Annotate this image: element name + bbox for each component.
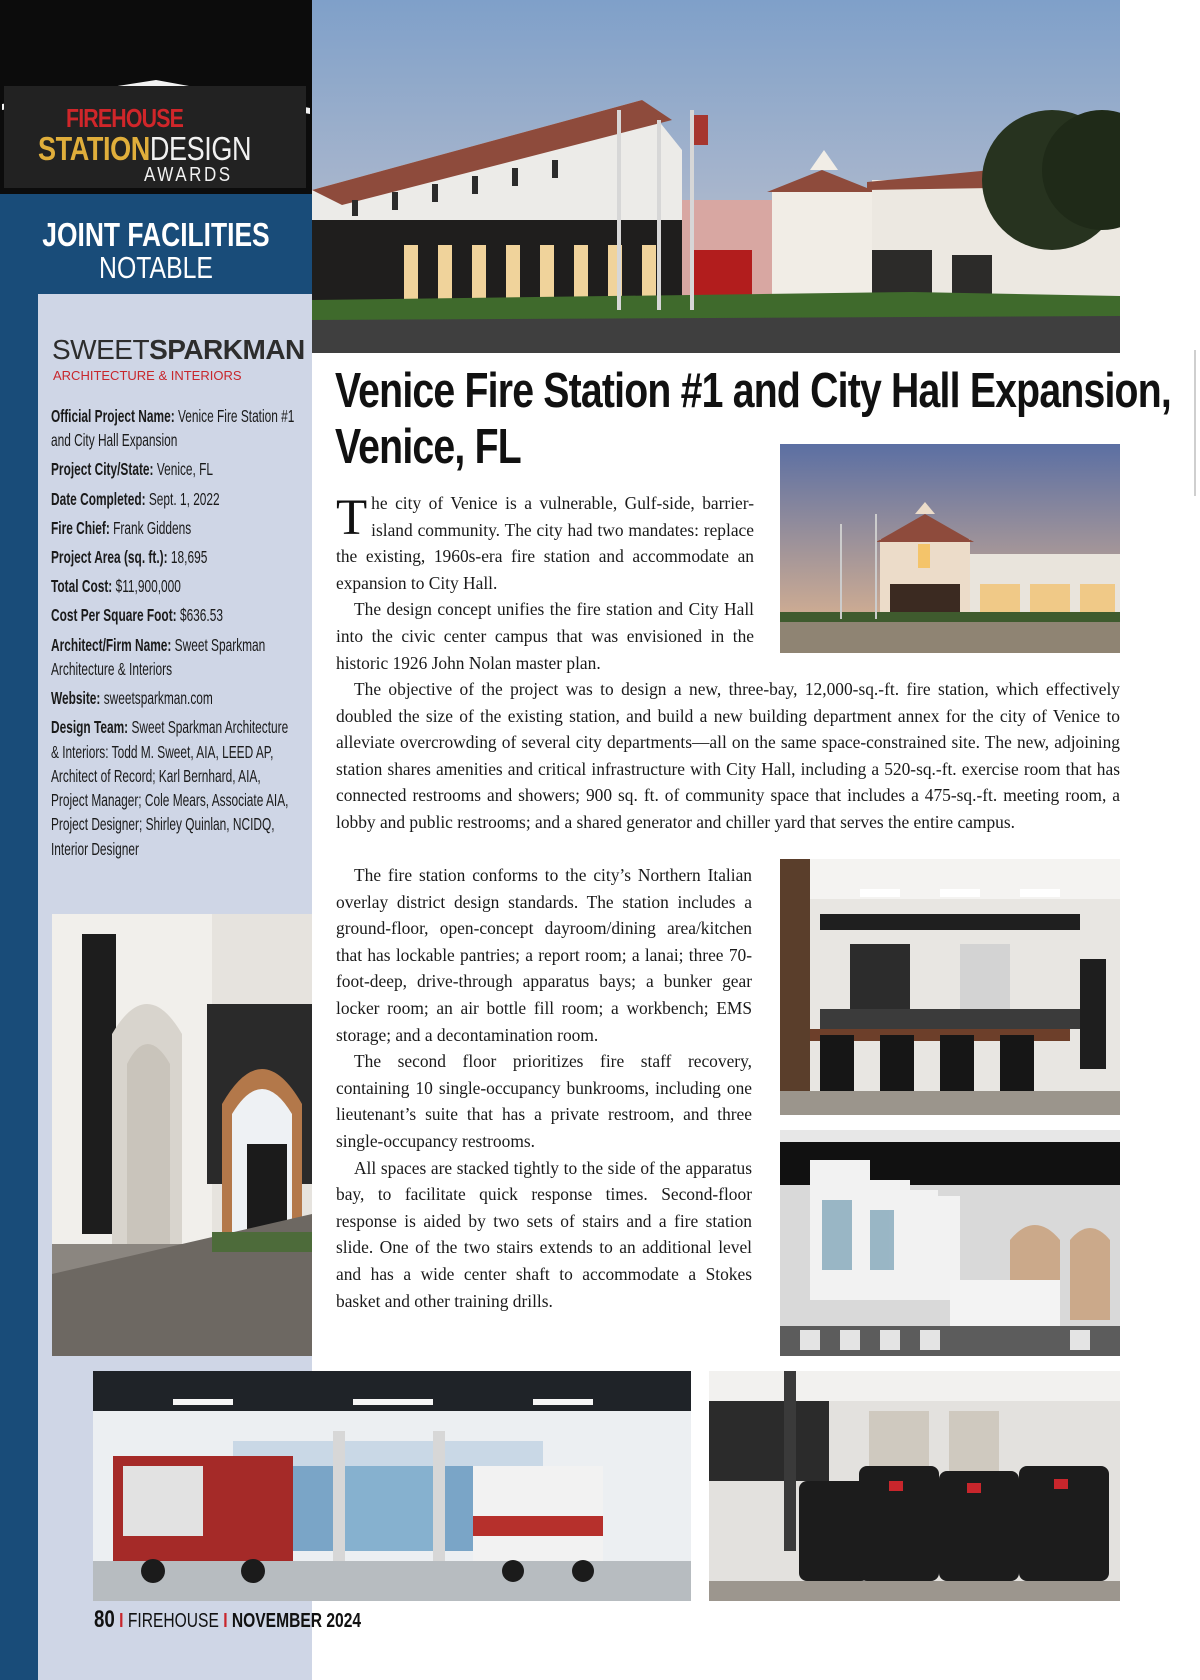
headline-line-2: Venice, FL [335, 420, 521, 474]
photo-apparatus-bay [93, 1371, 691, 1601]
headline-line-1: Venice Fire Station #1 and City Hall Expansion, [335, 364, 1171, 418]
article-paragraph: The fire station conforms to the city’s Northern Italian overlay district design standards. The station includes a ground-floor, open-concept dayroom/dining area/kitchen that has lockable pantries; a report room; a lanai; three 70-foot-deep, drive-through apparatus bays; a bunker gear locker room; an air bottle fill room; a workbench; EMS storage; and a decontamination room. [336, 865, 752, 1045]
drop-cap: T [336, 490, 368, 546]
firm-logo: SWEETSPARKMAN [52, 334, 305, 365]
firm-tagline: ARCHITECTURE & INTERIORS [53, 368, 242, 383]
photo-station-side-exterior [780, 444, 1120, 653]
issue-date: NOVEMBER 2024 [231, 1610, 362, 1632]
fact-item: Fire Chief: Frank Giddens [51, 517, 192, 538]
article-paragraph: All spaces are stacked tightly to the side of the apparatus bay, to facilitate quick response times. Second-floor response is aided by two sets of stairs and a fire station slide. One of the two stairs extends to an additional level and has a wide center shaft to accommodate a Stokes basket and other training drills. [336, 1157, 752, 1311]
fact-item: Project City/State: Venice, FL [51, 459, 214, 480]
article-paragraph: The design concept unifies the fire station and City Hall into the civic center campus that was envisioned in the historic 1926 John Nolan master plan. [336, 599, 754, 673]
logo-awards-text: AWARDS [144, 164, 233, 186]
fact-item: Design Team: Sweet Sparkman Architecture & Interiors: Todd M. Sweet, AIA, LEED AP, Architect of Record; Karl Bernhard, AIA, Project Manager; Cole Mears, Associate AIA, Project Designer; Shirley Quinlan, NCIDQ, Interior Designer [51, 717, 289, 859]
page-footer: 80 I FIREHOUSE I NOVEMBER 2024 [94, 1606, 362, 1633]
logo-station-design-text: STATIONDESIGN [38, 130, 252, 167]
article-paragraph: The objective of the project was to design a new, three-bay, 12,000-sq.-ft. fire station, which effectively doubled the size of the existing station, and build a new building department annex for the city of Venice to alleviate overcrowding of several city departments—all on the same space-constrained site. The new, adjoining station shares amenities and critical infrastructure with City Hall, including a 520-sq.-ft. exercise room that has connected restrooms and showers; 900 sq. ft. of community space that includes a 475-sq.-ft. meeting room, a lobby and public restrooms; and a shared generator and chiller yard that serves the entire campus. [336, 679, 1120, 832]
fact-item: Cost Per Square Foot: $636.53 [51, 605, 223, 626]
article-body-block-2 [336, 676, 1120, 836]
fact-item: Architect/Firm Name: Sweet Sparkman Architecture & Interiors [51, 634, 266, 679]
article-body-block-1 [336, 490, 754, 676]
photo-station-exterior-dusk [312, 0, 1120, 353]
photo-interior-corridor [780, 1130, 1120, 1356]
photo-recliner-dayroom [709, 1371, 1120, 1601]
page-number: 80 [94, 1606, 115, 1633]
category-title: JOINT FACILITIES [42, 216, 270, 253]
project-facts-list [51, 404, 296, 866]
category-level: NOTABLE [99, 250, 213, 285]
page-edge-mark [1194, 350, 1196, 496]
article-body-block-3 [336, 862, 752, 1314]
article-paragraph: The city of Venice is a vulnerable, Gulf-side, barrier-island community. The city had two mandates: replace the existing, 1960s-era fire station and accommodate an expansion to City Hall. [336, 490, 754, 593]
publication-name: FIREHOUSE [127, 1610, 219, 1632]
fact-item: Website: sweetsparkman.com [51, 688, 213, 709]
fact-item: Official Project Name: Venice Fire Station #1 and City Hall Expansion [51, 406, 295, 451]
photo-dayroom-kitchen [780, 859, 1120, 1115]
article-paragraph: The second floor prioritizes fire staff recovery, containing 10 single-occupancy bunkrooms, including one lieutenant’s suite that has a private restroom, and three single-occupancy restrooms. [336, 1051, 752, 1151]
fact-item: Date Completed: Sept. 1, 2022 [51, 488, 220, 509]
fact-item: Project Area (sq. ft.): 18,695 [51, 547, 208, 568]
logo-firehouse-text: FIREHOUSE [66, 103, 184, 133]
photo-entry-arches [52, 914, 312, 1356]
fact-item: Total Cost: $11,900,000 [51, 576, 181, 597]
left-blue-strip [0, 294, 38, 1680]
